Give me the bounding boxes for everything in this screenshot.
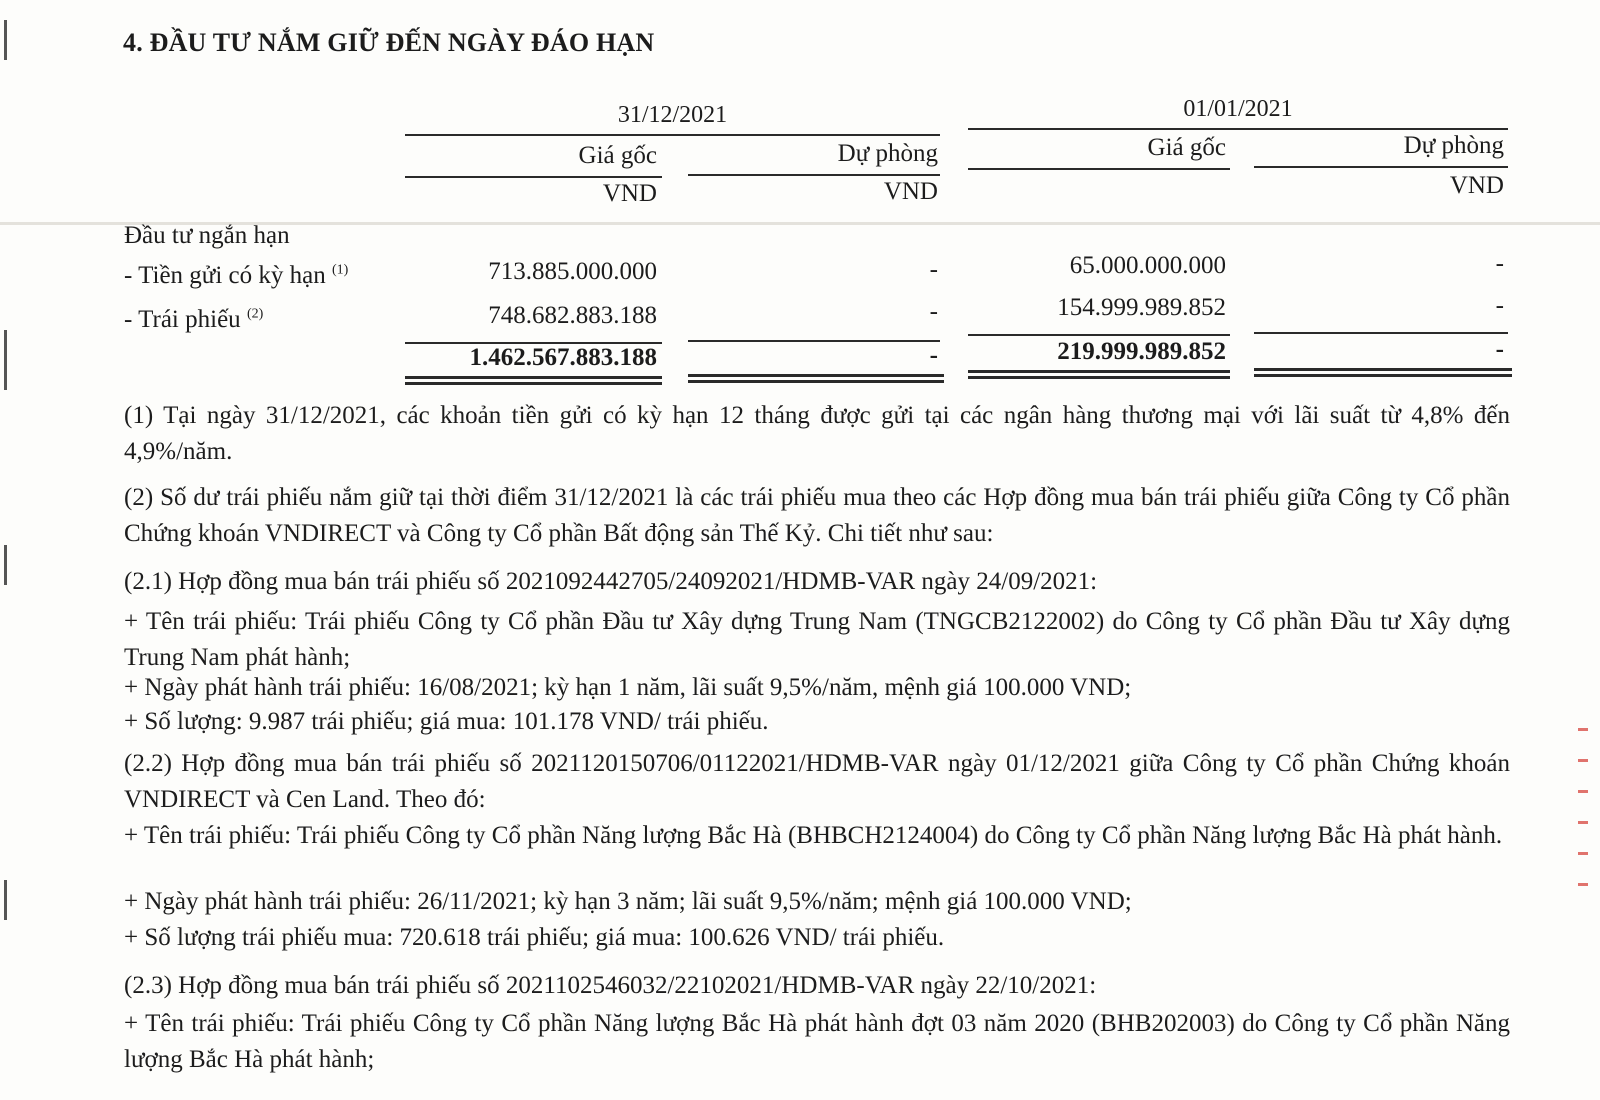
col-cost-header: Giá gốc (1147, 134, 1226, 161)
contract-2-2-title: (2.2) Hợp đồng mua bán trái phiếu số 2021120150706/01122021/HDMB-VAR ngày 01/12/2021 giữa Công ty Cổ phần Chứng khoán VNDIRECT và Cen Land. Theo đó: (124, 750, 1510, 813)
section-label: Đầu tư ngắn hạn (124, 222, 290, 249)
unit-label: VND (1449, 172, 1504, 199)
total-double-rule (968, 370, 1230, 379)
unit-label: VND (602, 180, 657, 207)
total-cost-2021-end: 1.462.567.883.188 (469, 344, 657, 371)
row-bonds-cost-2021-end: 748.682.883.188 (488, 302, 657, 329)
col-rule (1254, 166, 1508, 168)
contract-2-1-issue: + Ngày phát hành trái phiếu: 16/08/2021; kỳ hạn 1 năm, lãi suất 9,5%/năm, mệnh giá 100.000 VND; (124, 674, 1132, 701)
row-deposits-cost-2021-start: 65.000.000.000 (1069, 252, 1226, 279)
red-stamp-edge (1568, 700, 1596, 1000)
binding-mark (4, 880, 7, 920)
col-provision-header: Dự phòng (1403, 132, 1504, 159)
row-label-deposits: - Tiền gửi có kỳ hạn $^{(1)}$ (124, 262, 349, 289)
contract-2-2-issue: + Ngày phát hành trái phiếu: 26/11/2021; kỳ hạn 3 năm; lãi suất 9,5%/năm; mệnh giá 100.000 VND; (124, 888, 1132, 915)
total-rule (1254, 332, 1508, 334)
note-1: (1) Tại ngày 31/12/2021, các khoản tiền gửi có kỳ hạn 12 tháng được gửi tại các ngân hàng thương mại với lãi suất từ 4,8% đến 4,9%/năm. (124, 402, 1510, 465)
contract-2-1-title: (2.1) Hợp đồng mua bán trái phiếu số 2021092442705/24092021/HDMB-VAR ngày 24/09/2021: (124, 568, 1098, 595)
total-cost-2021-start: 219.999.989.852 (1057, 338, 1226, 365)
row-bonds-provision-2021-start: - (1495, 292, 1504, 319)
contract-2-2-quantity: + Số lượng trái phiếu mua: 720.618 trái phiếu; giá mua: 100.626 VND/ trái phiếu. (124, 924, 945, 951)
col-rule (688, 174, 940, 176)
row-deposits-provision-2021-end: - (929, 256, 938, 283)
row-bonds-provision-2021-end: - (929, 298, 938, 325)
total-provision-2021-start: - (1495, 336, 1504, 363)
col-cost-header: Giá gốc (578, 142, 657, 169)
period-header-2021-start: 01/01/2021 (1183, 96, 1293, 122)
total-double-rule (1254, 368, 1512, 377)
unit-label: VND (883, 178, 938, 205)
note-2: (2) Số dư trái phiếu nắm giữ tại thời điểm 31/12/2021 là các trái phiếu mua theo các Hợp đồng mua bán trái phiếu giữa Công ty Cổ phần Chứng khoán VNDIRECT và Công ty Cổ phần Bất động sản Thế Kỷ. Chi tiết như sau: (124, 484, 1510, 547)
contract-2-1-bond-name: + Tên trái phiếu: Trái phiếu Công ty Cổ phần Đầu tư Xây dựng Trung Nam (TNGCB2122002) do Công ty Cổ phần Đầu tư Xây dựng Trung Nam phát hành; (124, 608, 1510, 671)
period-header-2021-end: 31/12/2021 (617, 102, 728, 128)
contract-2-3-title: (2.3) Hợp đồng mua bán trái phiếu số 2021102546032/22102021/HDMB-VAR ngày 22/10/2021: (124, 972, 1097, 999)
binding-mark (4, 20, 7, 60)
total-provision-2021-end: - (929, 342, 938, 369)
total-double-rule (405, 376, 662, 385)
col-provision-header: Dự phòng (837, 140, 938, 167)
period-rule (968, 128, 1508, 130)
period-rule (405, 134, 940, 136)
row-deposits-cost-2021-end: 713.885.000.000 (488, 258, 657, 285)
row-label-bonds: - Trái phiếu $^{(2)}$ (124, 306, 264, 333)
total-double-rule (688, 374, 944, 383)
total-rule (968, 334, 1230, 336)
section-title: 4. ĐẦU TƯ NẮM GIỮ ĐẾN NGÀY ĐÁO HẠN (123, 28, 655, 57)
contract-2-3-bond-name: + Tên trái phiếu: Trái phiếu Công ty Cổ phần Năng lượng Bắc Hà phát hành đợt 03 năm 2020 (BHB202003) do Công ty Cổ phần Năng lượng Bắc Hà phát hành; (124, 1010, 1510, 1073)
row-bonds-cost-2021-start: 154.999.989.852 (1057, 294, 1226, 321)
binding-mark (4, 545, 7, 585)
row-deposits-provision-2021-start: - (1495, 250, 1504, 277)
col-rule (405, 176, 662, 178)
contract-2-1-quantity: + Số lượng: 9.987 trái phiếu; giá mua: 101.178 VND/ trái phiếu. (124, 708, 769, 735)
contract-2-2-bond-name: + Tên trái phiếu: Trái phiếu Công ty Cổ phần Năng lượng Bắc Hà (BHBCH2124004) do Công ty Cổ phần Năng lượng Bắc Hà phát hành. (124, 822, 1503, 849)
binding-mark (4, 330, 7, 390)
col-rule (968, 168, 1230, 170)
